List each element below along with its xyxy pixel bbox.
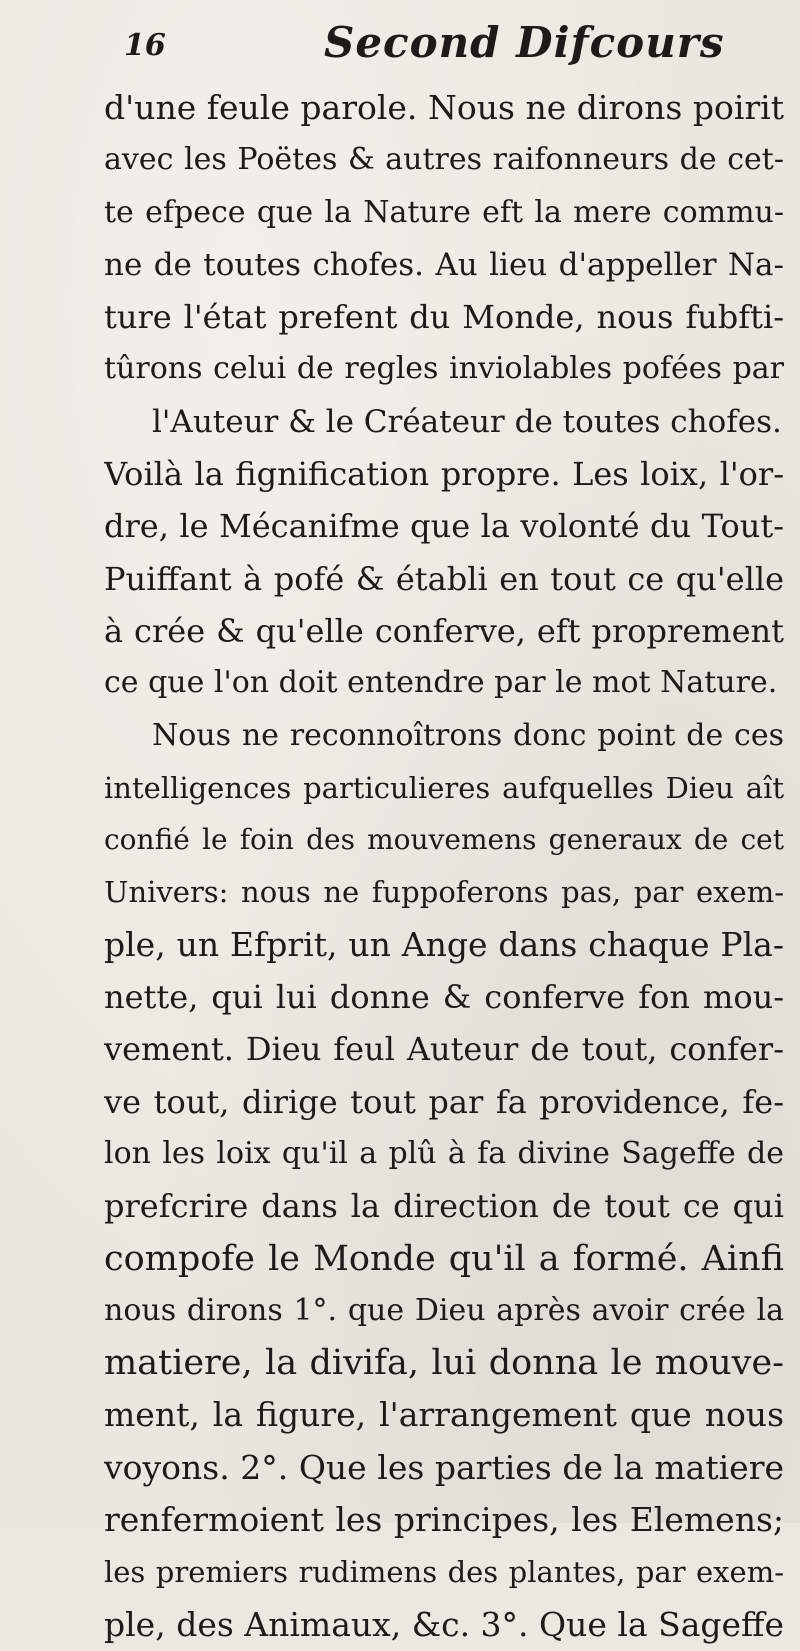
text-line: avec les Poëtes & autres raifonneurs de cet- — [104, 142, 784, 178]
text-line: Nous ne reconnoîtrons donc point de ces — [152, 717, 784, 753]
text-line: les premiers rudimens des plantes, par exem- — [104, 1555, 784, 1590]
text-line: d'une feule parole. Nous ne dirons poirit — [104, 88, 784, 127]
text-line: voyons. 2°. Que les parties de la matiere — [104, 1447, 784, 1487]
body-text — [104, 82, 784, 1651]
text-line: te efpece que la Nature eft la mere commu- — [104, 194, 784, 230]
page-number: 16 — [124, 28, 166, 63]
text-line: prefcrire dans la direction de tout ce qui — [104, 1187, 784, 1226]
text-line: ple, un Efprit, un Ange dans chaque Pla- — [104, 924, 784, 964]
text-line: vement. Dieu feul Auteur de tout, confer- — [104, 1030, 784, 1069]
text-line: ture l'état prefent du Monde, nous fubfti- — [104, 298, 784, 337]
page-header — [124, 18, 764, 78]
text-line: nette, qui lui donne & conferve fon mou- — [104, 978, 784, 1017]
text-line: ple, des Animaux, &c. 3°. Que la Sageffe — [104, 1604, 784, 1644]
text-line: ment, la figure, l'arrangement que nous — [104, 1395, 784, 1435]
text-line: confié le foin des mouvemens generaux de cet — [104, 823, 784, 857]
text-line: ce que l'on doit entendre par le mot Nature. — [104, 665, 778, 701]
text-line: intelligences particulieres aufquelles Dieu aît — [104, 770, 784, 805]
text-line: nous dirons 1°. que Dieu après avoir crée la — [104, 1292, 784, 1328]
text-line: renfermoient les principes, les Elemens; — [104, 1500, 784, 1540]
text-line: tûrons celui de regles inviolables pofées par — [104, 351, 784, 387]
text-line: ve tout, dirige tout par fa providence, fe- — [104, 1082, 784, 1121]
text-line: Voilà la fignification propre. Les loix, l'or- — [104, 455, 784, 494]
text-line: dre, le Mécanifme que la volonté du Tout- — [104, 507, 784, 546]
text-line: Puiffant à pofé & établi en tout ce qu'elle — [104, 559, 784, 598]
text-line: l'Auteur & le Créateur de toutes chofes. — [152, 403, 782, 440]
text-line: lon les loix qu'il a plû à fa divine Sageffe de — [104, 1135, 784, 1171]
text-line: compofe le Monde qu'il a formé. Ainfi — [104, 1238, 784, 1279]
text-line: ne de toutes chofes. Au lieu d'appeller Na- — [104, 246, 784, 283]
text-line: matiere, la divifa, lui donna le mouve- — [104, 1343, 784, 1384]
text-line: Univers: nous ne fuppoferons pas, par exem- — [104, 875, 784, 910]
running-head: Second Difcours — [324, 18, 725, 67]
text-line: à crée & qu'elle conferve, eft proprement — [104, 611, 784, 650]
